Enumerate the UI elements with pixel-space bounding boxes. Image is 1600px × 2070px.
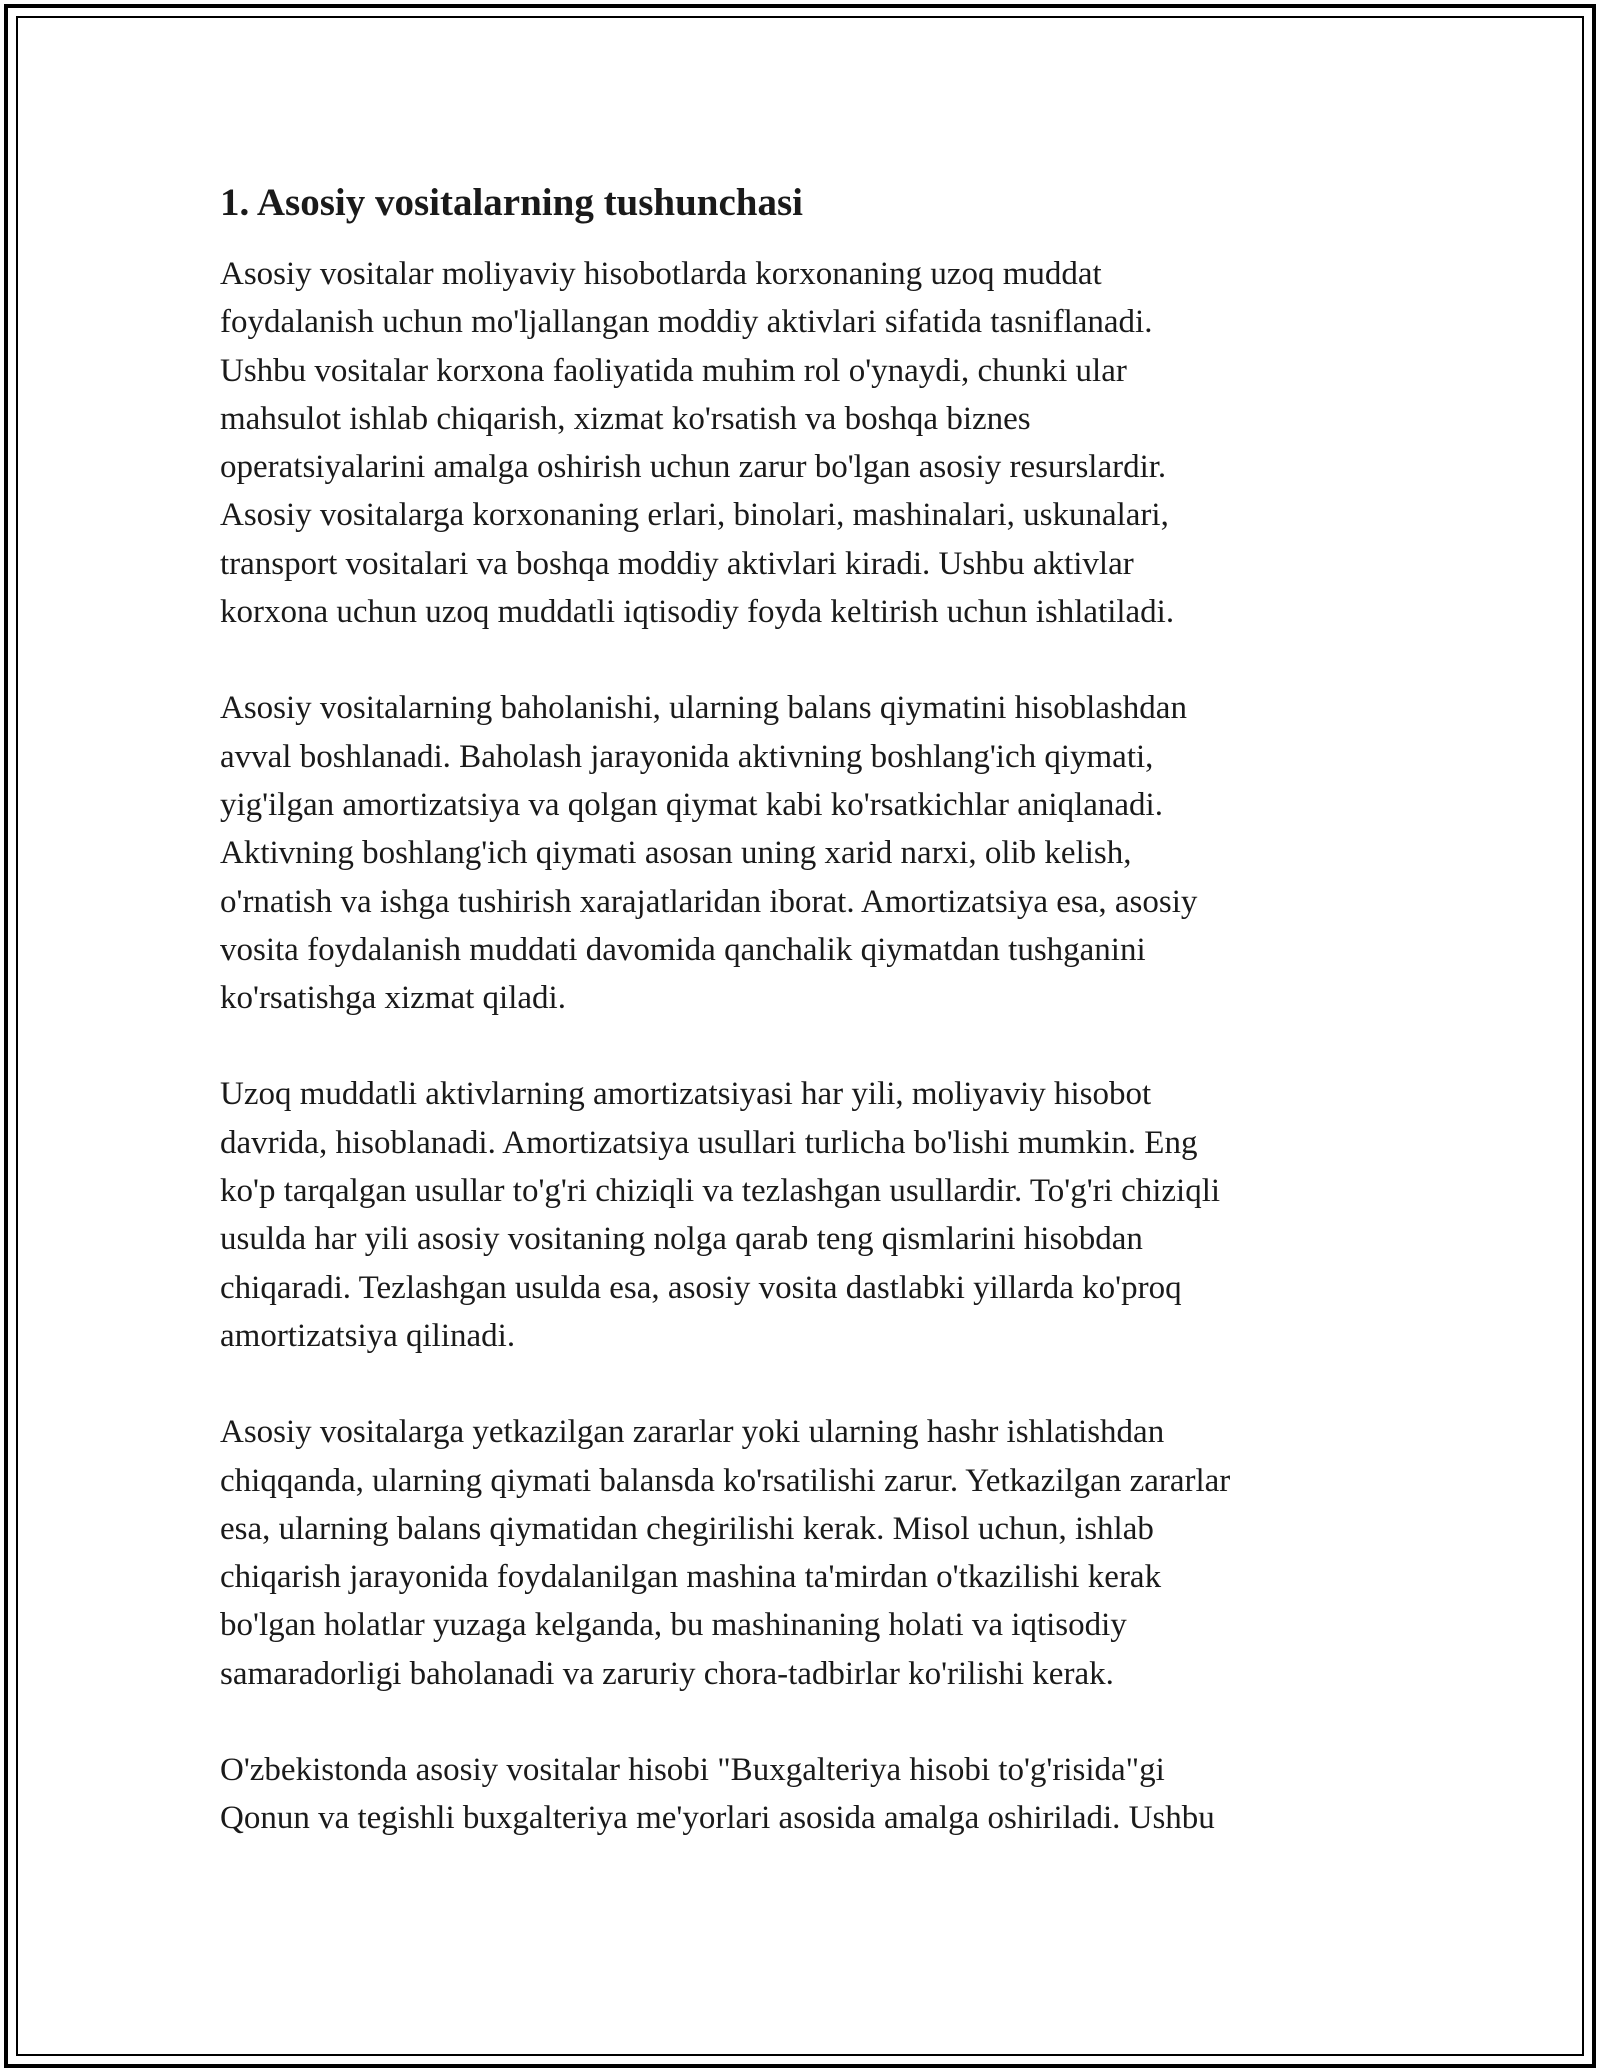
text-line: Uzoq muddatli aktivlarning amortizatsiyasi har yili, moliyaviy hisobot	[220, 1076, 1152, 1113]
text-line: chiqaradi. Tezlashgan usulda esa, asosiy vosita dastlabki yillarda ko'proq	[220, 1269, 1182, 1306]
text-line: chiqqanda, ularning qiymati balansda ko'rsatilishi zarur. Yetkazilgan zararlar	[220, 1462, 1231, 1499]
text-line: O'zbekistonda asosiy vositalar hisobi "Buxgalteriya hisobi to'g'risida"gi	[220, 1752, 1165, 1789]
paragraph-1	[220, 250, 1380, 636]
text-line: Asosiy vositalarning baholanishi, ularning balans qiymatini hisoblashdan	[220, 690, 1187, 727]
text-line: foydalanish uchun mo'ljallangan moddiy aktivlari sifatida tasniflanadi.	[220, 304, 1153, 341]
text-line: vosita foydalanish muddati davomida qanchalik qiymatdan tushganini	[220, 931, 1146, 968]
text-line: ko'rsatishga xizmat qiladi.	[220, 980, 566, 1017]
text-line: usulda har yili asosiy vositaning nolga qarab teng qismlarini hisobdan	[220, 1221, 1143, 1258]
text-line: korxona uchun uzoq muddatli iqtisodiy foyda keltirish uchun ishlatiladi.	[220, 594, 1175, 631]
text-line: operatsiyalarini amalga oshirish uchun zarur bo'lgan asosiy resurslardir.	[220, 449, 1167, 486]
text-line: Asosiy vositalar moliyaviy hisobotlarda korxonaning uzoq muddat	[220, 256, 1102, 292]
section-heading: 1. Asosiy vositalarning tushunchasi	[220, 181, 804, 224]
text-line: Ushbu vositalar korxona faoliyatida muhim rol o'ynaydi, chunki ular	[220, 352, 1127, 389]
text-line: bo'lgan holatlar yuzaga kelganda, bu mashinaning holati va iqtisodiy	[220, 1607, 1127, 1644]
paragraph-2	[220, 684, 1380, 1022]
text-line: avval boshlanadi. Baholash jarayonida aktivning boshlang'ich qiymati,	[220, 738, 1154, 775]
paragraph-5	[220, 1746, 1380, 1843]
paragraph-3	[220, 1070, 1380, 1360]
text-line: ko'p tarqalgan usullar to'g'ri chiziqli va tezlashgan usullardir. To'g'ri chiziqli	[220, 1173, 1221, 1210]
text-line: yig'ilgan amortizatsiya va qolgan qiymat kabi ko'rsatkichlar aniqlanadi.	[220, 786, 1163, 823]
paragraph-4	[220, 1408, 1380, 1698]
text-line: samaradorligi baholanadi va zaruriy chora-tadbirlar ko'rilishi kerak.	[220, 1655, 1114, 1692]
text-line: Aktivning boshlang'ich qiymati asosan uning xarid narxi, olib kelish,	[220, 835, 1132, 872]
text-line: Asosiy vositalarga korxonaning erlari, binolari, mashinalari, uskunalari,	[220, 497, 1169, 534]
text-line: esa, ularning balans qiymatidan chegirilishi kerak. Misol uchun, ishlab	[220, 1510, 1154, 1547]
text-line: amortizatsiya qilinadi.	[220, 1317, 516, 1354]
text-line: o'rnatish va ishga tushirish xarajatlaridan iborat. Amortizatsiya esa, asosiy	[220, 883, 1198, 920]
text-line: davrida, hisoblanadi. Amortizatsiya usullari turlicha bo'lishi mumkin. Eng	[220, 1124, 1198, 1161]
text-line: mahsulot ishlab chiqarish, xizmat ko'rsatish va boshqa biznes	[220, 400, 1031, 437]
document-page	[220, 176, 1380, 1891]
text-line: transport vositalari va boshqa moddiy aktivlari kiradi. Ushbu aktivlar	[220, 545, 1134, 582]
text-line: chiqarish jarayonida foydalanilgan mashina ta'mirdan o'tkazilishi kerak	[220, 1559, 1162, 1596]
text-line: Qonun va tegishli buxgalteriya me'yorlari asosida amalga oshiriladi. Ushbu	[220, 1800, 1215, 1837]
text-line: Asosiy vositalarga yetkazilgan zararlar yoki ularning hashr ishlatishdan	[220, 1414, 1165, 1451]
